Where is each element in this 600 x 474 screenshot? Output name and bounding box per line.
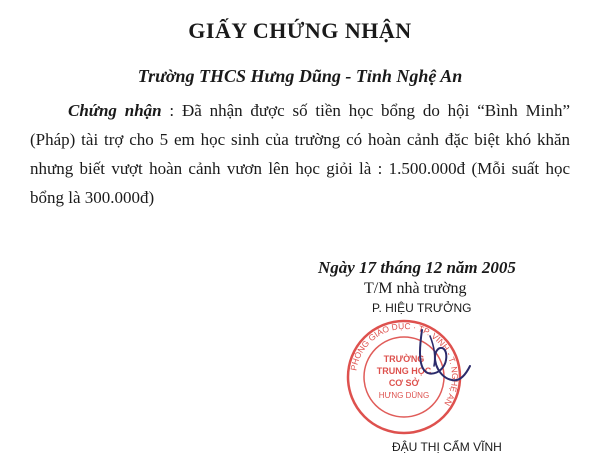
seal-line-2: TRUNG HỌC xyxy=(376,366,432,376)
certificate-body xyxy=(30,96,570,212)
seal-outer-text: PHÒNG GIÁO DỤC · TP. VINH - T. NGHỆ AN xyxy=(348,320,461,408)
issue-date: Ngày 17 tháng 12 năm 2005 xyxy=(318,258,516,277)
deputy-principal-label: P. HIỆU TRƯỞNG xyxy=(372,301,472,315)
body-separator: : xyxy=(161,101,182,120)
body-lead: Chứng nhận xyxy=(68,101,162,120)
on-behalf-label: T/M nhà trường xyxy=(364,280,467,297)
seal-line-1: TRƯỜNG xyxy=(383,354,425,364)
handwritten-signature xyxy=(400,322,480,392)
signer-name: ĐẬU THỊ CẨM VĨNH xyxy=(392,440,502,454)
seal-line-3: CƠ SỞ xyxy=(388,378,420,388)
certificate-title: GIẤY CHỨNG NHẬN xyxy=(188,18,412,43)
seal-line-4: HƯNG DŨNG xyxy=(378,391,430,400)
body-content: Đã nhận được số tiền học bổng do hội “Bình Minh” (Pháp) tài trợ cho 5 em học sinh của trường có hoàn cảnh đặc biệt khó khăn nhưng biết vượt hoàn cảnh vươn lên học giỏi là : 1.500.000đ (Mỗi suất học bổng là 300.000đ) xyxy=(30,101,571,207)
school-name: Trường THCS Hưng Dũng - Tỉnh Nghệ An xyxy=(137,66,463,86)
